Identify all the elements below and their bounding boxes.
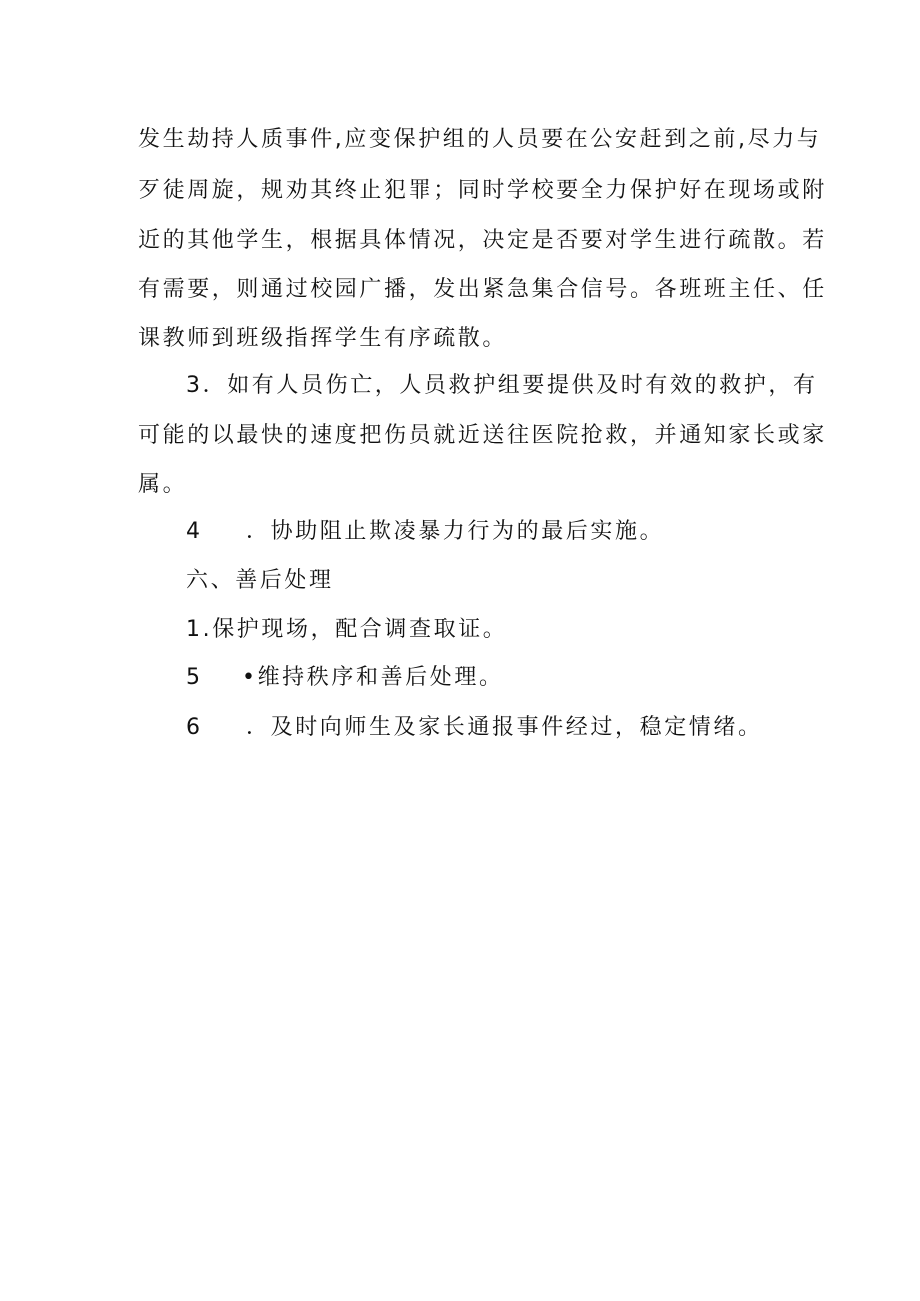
list-item-number: 4 [186,519,203,544]
paragraph-line: 课教师到班级指挥学生有序疏散。 [138,326,508,351]
list-item-text: ．协助阻止欺凌暴力行为的最后实施。 [246,519,665,544]
section-heading: 六、善后处理 [186,568,334,593]
list-item-5 [186,663,846,693]
paragraph-line: 发生劫持人质事件,应变保护组的人员要在公安赶到之前,尽力与 [138,127,822,152]
paragraph-line: 可能的以最快的速度把伤员就近送往医院抢救，并通知家长或家 [138,423,827,448]
list-item-4 [186,517,846,547]
paragraph-line: 属。 [138,472,188,497]
paragraph-line: 3．如有人员伤亡，人员救护组要提供及时有效的救护，有 [186,373,818,398]
list-item-text: ．及时向师生及家长通报事件经过，稳定情绪。 [246,715,763,740]
list-item-number: 5 [186,665,203,690]
paragraph-line: 歹徒周旋，规劝其终止犯罪；同时学校要全力保护好在现场或附 [138,178,827,203]
paragraph-line: 有需要，则通过校园广播，发出紧急集合信号。各班班主任、任 [138,277,827,302]
paragraph-line: 近的其他学生，根据具体情况，决定是否要对学生进行疏散。若 [138,228,827,253]
list-item-text: •维持秩序和善后处理。 [242,665,504,690]
list-item-1: 1.保护现场，配合调查取证。 [186,617,508,642]
list-item-6 [186,713,846,743]
list-item-number: 6 [186,715,203,740]
